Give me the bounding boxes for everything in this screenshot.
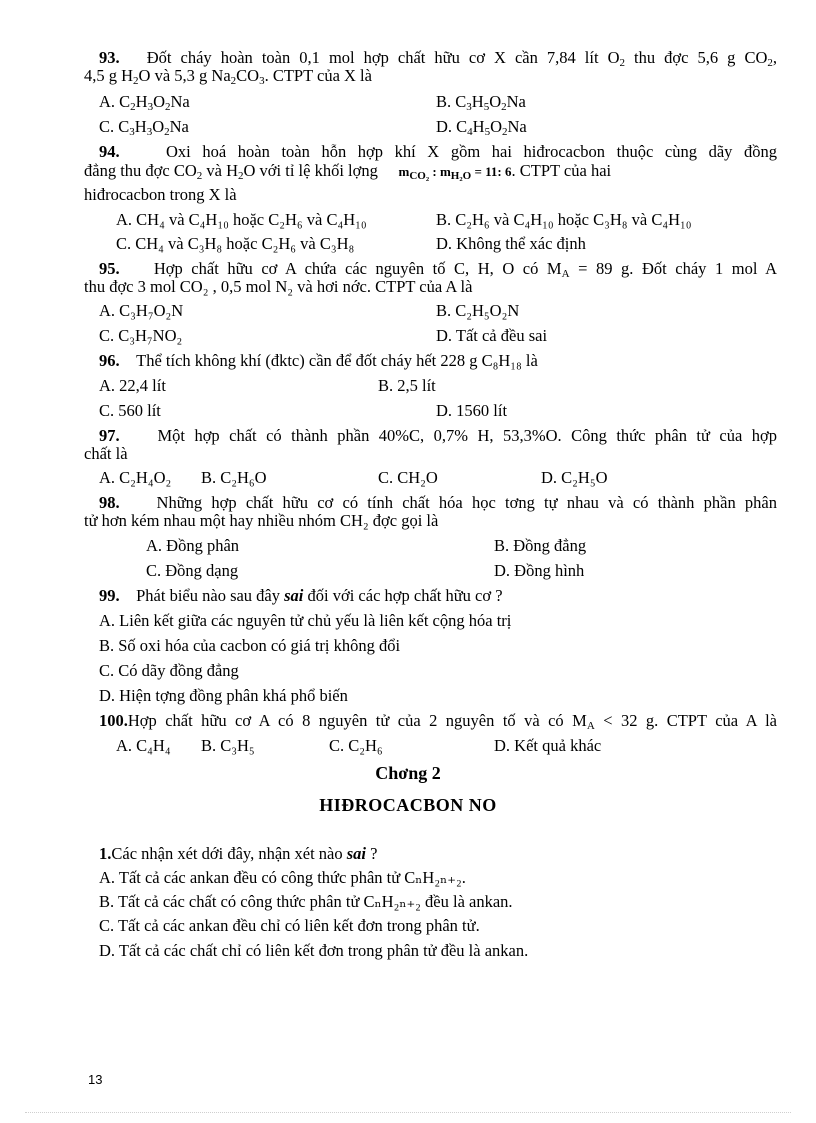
q98-option-a: A. Đồng phân	[146, 536, 240, 555]
q94-line-3: hiđrocacbon trong X là	[84, 185, 237, 204]
q95-option-c: C. C₃H₇NO₂	[99, 326, 183, 345]
q97-line-1: 97. Một hợp chất có thành phần 40%C, 0,7% H, 53,3%O. Công thức phân tử của hợp	[99, 426, 777, 445]
q97-option-d: D. C₂H₅O	[541, 468, 608, 487]
q95-option-d: D. Tất cả đều sai	[436, 326, 548, 345]
q94-option-b: B. C₂H₆ và C₄H₁₀ hoặc C₃H₈ và C₄H₁₀	[436, 210, 692, 229]
q98-option-d: D. Đồng hình	[494, 561, 585, 580]
q94-line-2: đẳng thu đợc $CO_2$ và $H_2O$ với tỉ lệ khối lợng $m_{CO_2}$ : $m_{H_2O} = 11$: 6. CTPT của hai	[84, 161, 612, 182]
chapter-q1-option-b: B. Tất cả các chất có công thức phân tử CₙH₂ₙ₊₂ đều là ankan.	[99, 892, 513, 911]
q96-number: 96.	[99, 351, 120, 370]
q96-option-b: B. 2,5 lít	[378, 376, 436, 395]
q95-option-a: A. C₃H₇O₂N	[99, 301, 184, 320]
q97-option-c: C. CH₂O	[378, 468, 438, 487]
chapter-q1-option-d: D. Tất cả các chất chỉ có liên kết đơn trong phân tử đều là ankan.	[99, 941, 529, 960]
q93-option-d: D. $C_4H_5O_2Na$	[436, 117, 527, 138]
q97-number: 97.	[99, 426, 120, 445]
q98-option-c: C. Đồng dạng	[146, 561, 239, 580]
q94-line-1: 94. Oxi hoá hoàn toàn hỗn hợp khí X gồm hai hiđrocacbon thuộc cùng dãy đồng	[99, 142, 777, 161]
chapter-q1-number: 1.	[99, 844, 112, 863]
q94-mass-ratio: $m_{CO_2}$ : $m_{H_2O} = 11$: 6	[398, 164, 512, 182]
q98-option-b: B. Đồng đẳng	[494, 536, 587, 555]
q98-number: 98.	[99, 493, 120, 512]
q99-option-a: A. Liên kết giữa các nguyên tử chủ yếu là liên kết cộng hóa trị	[99, 611, 512, 630]
q94-option-a: A. CH₄ và C₄H₁₀ hoặc C₂H₆ và C₄H₁₀	[116, 210, 367, 229]
q98-line-1: 98. Những hợp chất hữu cơ có tính chất hóa học tơng tự nhau và có thành phần phân	[99, 493, 777, 512]
q99-question: 99. Phát biểu nào sau đây sai đối với các hợp chất hữu cơ ?	[99, 586, 503, 605]
chapter-title: HIĐROCACBON NO	[319, 795, 497, 815]
q96-option-d: D. 1560 lít	[436, 401, 508, 420]
q96-option-a: A. 22,4 lít	[99, 376, 166, 395]
page-number: 13	[88, 1072, 103, 1087]
q99-option-b: B. Số oxi hóa của cacbon có giá trị không đổi	[99, 636, 401, 655]
q97-option-b: B. C₂H₆O	[201, 468, 267, 487]
q97-line-2: chất là	[84, 444, 128, 463]
q93-number: 93.	[99, 48, 120, 67]
q93-option-a: A. $C_2H_3O_2Na$	[99, 92, 190, 113]
q95-line-1: 95. Hợp chất hữu cơ A chứa các nguyên tố C, H, O có $M_A = 89$ g. Đốt cháy 1 mol A	[99, 259, 777, 280]
chapter-q1-option-a: A. Tất cả các ankan đều có công thức phân tử CₙH₂ₙ₊₂.	[99, 868, 466, 887]
q99-number: 99.	[99, 586, 120, 605]
chapter-q1-question: 1.Các nhận xét dới đây, nhận xét nào sai ?	[99, 844, 378, 863]
q99-option-c: C. Có dãy đồng đẳng	[99, 661, 239, 680]
q95-option-b: B. C₂H₅O₂N	[436, 301, 520, 320]
q94-number: 94.	[99, 142, 120, 161]
q93-line-2: 4,5 g $H_2O$ và 5,3 g $Na_2CO_3$. CTPT của X là	[84, 66, 372, 87]
q93-option-b: B. $C_3H_5O_2Na$	[436, 92, 526, 113]
q95-line-2: thu đợc 3 mol CO₂ , 0,5 mol N₂ và hơi nớc. CTPT của A là	[84, 277, 473, 296]
q93-option-c: C. $C_3H_3O_2Na$	[99, 117, 189, 138]
q100-option-d: D. Kết quả khác	[494, 736, 602, 755]
q94-option-c: C. CH₄ và C₃H₈ hoặc C₂H₆ và C₃H₈	[116, 234, 355, 253]
q96-question: 96. Thể tích không khí (đktc) cần để đốt cháy hết 228 g C₈H₁₈ là	[99, 351, 538, 370]
q100-number: 100.	[99, 711, 128, 730]
q95-number: 95.	[99, 259, 120, 278]
q93-line-1: 93. Đốt cháy hoàn toàn 0,1 mol hợp chất hữu cơ X cần 7,84 lít $O_2$ thu đợc 5,6 g $CO_2$,	[99, 48, 778, 69]
q100-question: 100.Hợp chất hữu cơ A có 8 nguyên tử của 2 nguyên tố và có $M_A < 32$ g. CTPT của A là	[99, 711, 777, 732]
q99-option-d: D. Hiện tợng đồng phân khá phổ biến	[99, 686, 348, 705]
footer-divider	[25, 1112, 791, 1113]
q98-line-2: tử hơn kém nhau một hay nhiều nhóm CH₂ đợc gọi là	[84, 511, 439, 530]
q100-option-b: B. C₃H₅	[201, 736, 255, 755]
q100-option-a: A. C₄H₄	[116, 736, 171, 755]
q97-option-a: A. C₂H₄O₂	[99, 468, 172, 487]
q100-option-c: C. C₂H₆	[329, 736, 383, 755]
q96-option-c: C. 560 lít	[99, 401, 161, 420]
q94-option-d: D. Không thể xác định	[436, 234, 586, 253]
chapter-q1-option-c: C. Tất cả các ankan đều chỉ có liên kết đơn trong phân tử.	[99, 916, 480, 935]
chapter-heading: Chơng 2	[375, 763, 441, 783]
